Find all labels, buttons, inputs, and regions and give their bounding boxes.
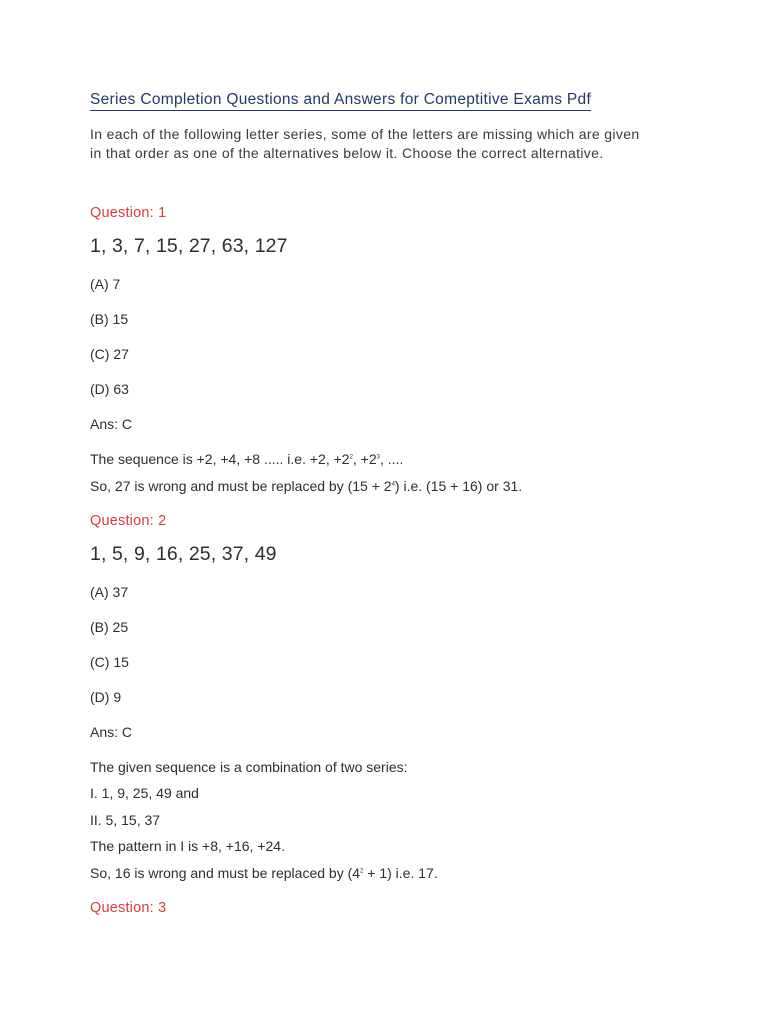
question-1-option-c: (C) 27 bbox=[90, 346, 129, 362]
question-2-explanation-line-1: The given sequence is a combination of two series: bbox=[90, 759, 408, 775]
question-2-option-a: (A) 37 bbox=[90, 584, 129, 600]
question-1-answer: Ans: C bbox=[90, 416, 133, 432]
question-1-option-d: (D) 63 bbox=[90, 381, 129, 397]
question-2-option-b: (B) 25 bbox=[90, 619, 129, 635]
question-2-option-d: (D) 9 bbox=[90, 689, 122, 705]
question-1-option-a: (A) 7 bbox=[90, 276, 121, 292]
question-1-explanation-line-1: The sequence is +2, +4, +8 ..... i.e. +2, $+2^2$, $+2^3$, .... bbox=[90, 451, 404, 467]
page-title: Series Completion Questions and Answers for Comeptitive Exams Pdf bbox=[90, 91, 591, 111]
question-2-option-c: (C) 15 bbox=[90, 654, 129, 670]
question-2-explanation-line-5: So, 16 is wrong and must be replaced by $(4^2 + 1)$ i.e. 17. bbox=[90, 865, 438, 881]
question-1-option-b: (B) 15 bbox=[90, 311, 129, 327]
question-2-explanation-line-4: The pattern in I is +8, +16, +24. bbox=[90, 838, 285, 854]
question-2-explanation-line-3: II. 5, 15, 37 bbox=[90, 812, 161, 828]
question-3-heading: Question: 3 bbox=[90, 900, 167, 916]
question-2-explanation-line-2: I. 1, 9, 25, 49 and bbox=[90, 785, 199, 801]
question-1-heading: Question: 1 bbox=[90, 205, 167, 221]
question-2-series: 1, 5, 9, 16, 25, 37, 49 bbox=[90, 543, 277, 565]
question-2-answer: Ans: C bbox=[90, 724, 133, 740]
question-2-heading: Question: 2 bbox=[90, 513, 167, 529]
question-1-explanation-line-2: So, 27 is wrong and must be replaced by $(15 + 2^4)$ i.e. (15 + 16) or 31. bbox=[90, 478, 523, 494]
intro-paragraph: In each of the following letter series, some of the letters are missing which are given in that order as one of the alternatives below it. Choose the correct alternative. bbox=[90, 126, 640, 161]
question-1-series: 1, 3, 7, 15, 27, 63, 127 bbox=[90, 235, 288, 257]
